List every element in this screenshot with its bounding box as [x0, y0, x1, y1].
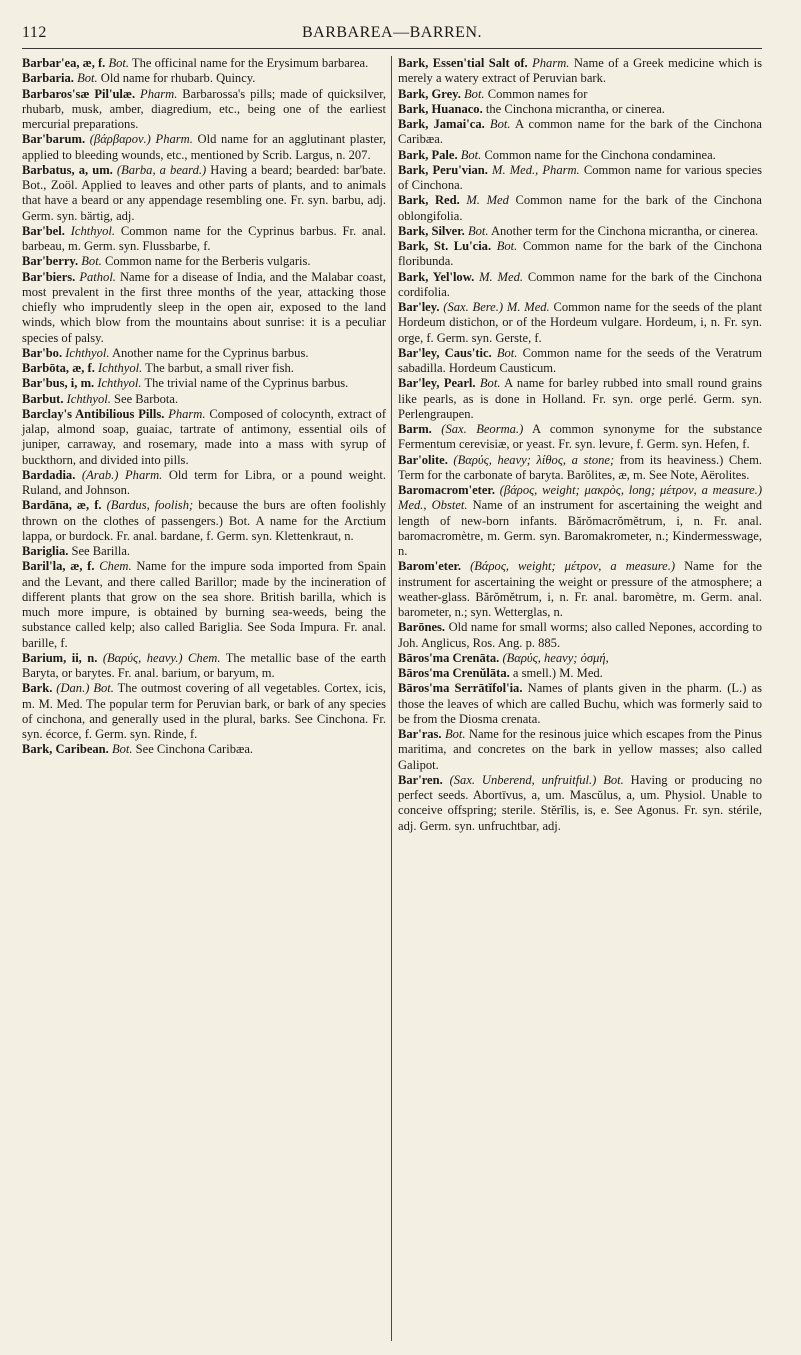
entry-headword: Bar'ley, Pearl.: [398, 376, 476, 391]
dictionary-entry: [398, 148, 762, 163]
entry-headword: Barium, ii, n.: [22, 650, 98, 665]
entry-headword: Bardadia.: [22, 467, 76, 482]
dictionary-entry: [398, 270, 762, 301]
entry-label: (Barba, a beard.): [116, 162, 207, 177]
entry-headword: Bar'ley, Caus'tic.: [398, 345, 492, 360]
dictionary-entry: [22, 376, 386, 391]
entry-headword: Bark, Grey.: [398, 86, 461, 101]
entry-label: Pharm.: [168, 406, 206, 421]
entry-label: Ichthyol.: [97, 361, 143, 375]
entry-headword: Bark, Caribean.: [22, 742, 109, 757]
dictionary-entry: [22, 742, 386, 757]
entry-definition: Common name for the bark of the Cinchona floribunda.: [398, 239, 762, 269]
entry-headword: Bar'ley.: [398, 300, 440, 314]
entry-definition: Another term for the Cinchona micrantha, or cinerea.: [490, 223, 759, 238]
entry-label: (Βαρύς, heavy; ὀσμή,: [502, 650, 609, 665]
entry-label: Chem.: [99, 559, 132, 574]
entry-label: Ichthyol.: [97, 376, 142, 391]
entry-label: Pathol.: [79, 269, 116, 284]
entry-definition: Another name for the Cyprinus barbus.: [111, 345, 309, 360]
entry-headword: Bark, Pale.: [398, 147, 458, 162]
entry-definition: Common name for the Berberis vulgaris.: [104, 254, 311, 269]
entry-definition: A common name for the bark of the Cinchona Caribæa.: [398, 117, 762, 147]
dictionary-entry: [398, 681, 762, 727]
entry-definition: because the burs are often foolishly thrown on the clothes of passengers.) Bot. A name for the Arctium lappa, or burdock. Fr. anal. bardane, f. Germ. syn. Klettenkraut, n.: [22, 498, 387, 543]
dictionary-entry: [398, 300, 762, 346]
entry-headword: Barm.: [398, 422, 432, 436]
entry-headword: Bark, St. Lu'cia.: [398, 239, 492, 253]
entry-definition: Name of a Greek medicine which is merely a watery extract of Peruvian bark.: [398, 56, 762, 86]
entry-headword: Bark, Jamai'ca.: [398, 117, 485, 131]
entry-definition: The officinal name for the Erysimum barbarea.: [131, 56, 369, 70]
entry-definition: Having a beard; bearded: bar'bate. Bot., Zoöl. Applied to leaves and other parts of plants, and to animals that have a beard or any appendage resembling one. Fr. syn. barbu, adj. Germ. syn. bärtig, adj.: [22, 162, 386, 223]
dictionary-entry: [398, 163, 762, 194]
dictionary-entry: [398, 773, 762, 834]
entry-label: (βάρβαρον.) Pharm.: [89, 132, 193, 147]
entry-definition: Common name for the Cyprinus barbus. Fr. anal. barbeau, m. Germ. syn. Flussbarbe, f.: [22, 223, 387, 253]
entry-label: Bot.: [467, 223, 489, 238]
dictionary-columns: [22, 56, 762, 1346]
dictionary-entry: [398, 559, 762, 620]
entry-headword: Bar'bel.: [22, 223, 65, 238]
column-divider: [391, 56, 392, 1341]
entry-label: Bot.: [77, 71, 98, 86]
dictionary-entry: [22, 361, 386, 376]
entry-label: M. Med: [466, 193, 509, 208]
dictionary-entry: [398, 422, 762, 453]
entry-label: Bot.: [489, 117, 511, 131]
dictionary-entry: [398, 56, 762, 87]
dictionary-entry: [22, 71, 386, 86]
dictionary-entry: [22, 346, 386, 361]
dictionary-entry: [22, 392, 386, 407]
entry-headword: Bar'olite.: [398, 452, 448, 467]
dictionary-entry: [22, 651, 386, 682]
entry-definition: Common name for the seeds of the Veratrum sabadilla. Hordeum Causticum.: [398, 345, 762, 375]
entry-label: (βάρος, weight; μακρὸς, long; μέτρον, a measure.) Med., Obstet.: [398, 483, 762, 513]
dictionary-entry: [398, 117, 762, 148]
entry-label: (Dan.) Bot.: [56, 681, 114, 696]
dictionary-entry: [398, 651, 762, 666]
dictionary-entry: [22, 132, 386, 163]
dictionary-entry: [398, 727, 762, 773]
entry-headword: Bar'berry.: [22, 254, 79, 269]
dictionary-entry: [398, 376, 762, 422]
dictionary-entry: [398, 666, 762, 681]
entry-headword: Bāros'ma Serrātĭfol'ia.: [398, 681, 523, 696]
entry-definition: Name for the instrument for ascertaining the weight or pressure of the atmosphere; a weather-glass. Bărŏmĕtrum, i, n. Fr. anal. baromètre, m. Germ. anal. barometer, n.; syn. Wetterglas, n.: [398, 559, 762, 619]
dictionary-entry: [398, 620, 762, 651]
dictionary-entry: [398, 102, 762, 117]
right-column: [398, 56, 762, 834]
entry-label: Bot.: [444, 727, 466, 741]
entry-label: Bot.: [464, 86, 485, 101]
entry-headword: Barōnes.: [398, 620, 446, 635]
header-rule: [22, 48, 762, 49]
entry-headword: Bark, Essen'tial Salt of.: [398, 56, 528, 70]
entry-label: Bot.: [460, 147, 482, 162]
entry-definition: Old term for Libra, or a pound weight. Ruland, and Johnson.: [22, 467, 387, 497]
entry-headword: Barom'eter.: [398, 559, 462, 574]
entry-definition: A name for barley rubbed into small round grains like pearls, as is done in Holland. Fr. syn. orge perlé. Germ. syn. Perlengraupen.: [398, 376, 762, 421]
entry-headword: Bar'ren.: [398, 772, 443, 787]
entry-label: (Βαρύς, heavy; λίθος, a stone;: [453, 452, 615, 467]
entry-headword: Bark, Yel'low.: [398, 269, 475, 284]
entry-definition: Having or producing no perfect seeds. Abortīvus, a, um. Mascŭlus, a, um. Physiol. Unable to conceive offspring; sterile. Stĕrĭlis, is, e. See Agonus. Fr. syn. stérile, adj. Germ. syn. unfruchtbar, adj.: [398, 772, 763, 833]
entry-headword: Barbaros'sæ Pil'ulæ.: [22, 86, 136, 101]
entry-label: (Arab.) Pharm.: [81, 467, 163, 482]
dictionary-entry: [398, 224, 762, 239]
entry-definition: Name for a disease of India, and the Malabar coast, most prevalent in the first three months of the year, attacking those chiefly who imprudently sleep in the open air, exposed to the land winds, which blow from the mountains about sunrise: it is a peculiar species of palsy.: [22, 269, 386, 345]
page-header: [22, 24, 762, 48]
entry-headword: Bark, Red.: [398, 193, 460, 208]
entry-headword: Bark, Peru'vian.: [398, 162, 488, 177]
entry-label: Ichthyol.: [65, 345, 110, 360]
entry-definition: Common name for the bark of the Cinchona oblongifolia.: [398, 193, 762, 223]
entry-label: Bot.: [108, 56, 129, 70]
entry-definition: Old name for an agglutinant plaster, applied to bleeding wounds, etc., mentioned by Scrib. Largus, n. 207.: [22, 132, 387, 162]
entry-headword: Baril'la, æ, f.: [22, 559, 95, 574]
entry-definition: Composed of colocynth, extract of jalap, almond soap, guaiac, tartrate of antimony, essential oils of juniper, carraway, and rosemary, made into a mass with syrup of buckthorn, and divided into pills.: [22, 406, 387, 467]
entry-headword: Bar'bus, i, m.: [22, 376, 95, 391]
entry-definition: a smell.) M. Med.: [512, 666, 603, 680]
entry-definition: Old name for rhubarb. Quincy.: [100, 71, 256, 86]
entry-definition: Old name for small worms; also called Nepones, according to Joh. Anglicus, Ros. Ang. p. 885.: [398, 620, 762, 650]
entry-headword: Bar'biers.: [22, 269, 76, 284]
entry-definition: Common name for the Cinchona condaminea.: [484, 147, 716, 162]
entry-definition: Names of plants given in the pharm. (L.) as those the leaves of which are called Buchu, which was formerly said to be from the Diosma crenata.: [398, 681, 762, 726]
entry-headword: Barbar'ea, æ, f.: [22, 56, 106, 70]
entry-headword: Barclay's Antibilious Pills.: [22, 406, 165, 421]
entry-definition: Name of an instrument for ascertaining the weight and length of new-born infants. Bărŏmacrŏmĕtrum, i, n. Fr. anal. baromacromètre, m. Germ. syn. Baromakrometer, n.; Kindermesswage, n.: [398, 498, 762, 558]
entry-headword: Barbut.: [22, 391, 64, 406]
entry-headword: Bark.: [22, 681, 53, 696]
entry-headword: Bar'bo.: [22, 345, 63, 360]
entry-definition: See Barbota.: [114, 391, 179, 406]
entry-definition: The barbut, a small river fish.: [145, 361, 294, 375]
entry-headword: Barbōta, æ, f.: [22, 361, 95, 375]
dictionary-entry: [22, 254, 386, 269]
dictionary-entry: [22, 163, 386, 224]
dictionary-entry: [22, 544, 386, 559]
entry-headword: Bar'ras.: [398, 727, 442, 741]
dictionary-entry: [398, 483, 762, 559]
entry-definition: The outmost covering of all vegetables. Cortex, icis, m. M. Med. The popular term for Peruvian bark, or bark of any species of cinchona, and generally used in the plural, barks. See Cinchona. Fr. syn. écorce, f. Germ. syn. Rinde, f.: [22, 681, 386, 741]
entry-headword: Barbatus, a, um.: [22, 162, 113, 177]
page-number: 112: [22, 24, 47, 41]
dictionary-entry: [22, 407, 386, 468]
entry-label: Pharm.: [140, 86, 178, 101]
entry-headword: Bariglia.: [22, 544, 69, 558]
entry-definition: A common synonyme for the substance Fermentum cerevisiæ, or yeast. Fr. syn. levure, f. Germ. syn. Hefen, f.: [398, 422, 763, 452]
entry-label: (Βαρύς, heavy.) Chem.: [102, 650, 221, 665]
entry-definition: the Cinchona micrantha, or cinerea.: [485, 101, 665, 116]
dictionary-entry: [22, 468, 386, 499]
dictionary-entry: [398, 239, 762, 270]
entry-label: M. Med., Pharm.: [492, 162, 580, 177]
dictionary-entry: [398, 87, 762, 102]
entry-headword: Bar'barum.: [22, 132, 86, 147]
entry-definition: Barbarossa's pills; made of quicksilver, rhubarb, musk, amber, diagredium, etc., being one of the earliest mercurial preparations.: [22, 86, 387, 131]
entry-definition: The metallic base of the earth Baryta, or barytes. Fr. anal. barium, or baryum, m.: [22, 650, 387, 680]
entry-label: (Βάρος, weight; μέτρον, a measure.): [470, 559, 676, 574]
dictionary-entry: [22, 270, 386, 346]
entry-label: Bot.: [479, 376, 501, 391]
dictionary-entry: [22, 681, 386, 742]
entry-definition: The trivial name of the Cyprinus barbus.: [144, 376, 349, 391]
entry-headword: Bāros'ma Crenāta.: [398, 650, 500, 665]
entry-definition: Common name for various species of Cinchona.: [398, 162, 762, 192]
entry-label: Bot.: [111, 742, 133, 757]
entry-definition: Common name for the seeds of the plant Hordeum distichon, or of the Hordeum vulgare. Hordeum, i, n. Fr. syn. orge, f. Germ. syn. Gerste, f.: [398, 300, 762, 345]
entry-headword: Bark, Silver.: [398, 223, 465, 238]
entry-label: (Sax. Beorma.): [441, 422, 524, 436]
entry-headword: Baromacrom'eter.: [398, 483, 495, 497]
entry-definition: from its heaviness.) Chem. Term for the carbonate of baryta. Barŏlites, æ, m. See Note, Aërolites.: [398, 452, 763, 482]
dictionary-entry: [398, 453, 762, 484]
entry-headword: Bark, Huanaco.: [398, 101, 483, 116]
entry-label: Pharm.: [532, 56, 570, 70]
entry-headword: Bardāna, æ, f.: [22, 498, 102, 513]
entry-headword: Barbaria.: [22, 71, 74, 86]
entry-headword: Bāros'ma Crenŭlāta.: [398, 666, 510, 680]
entry-definition: Name for the resinous juice which escapes from the Pinus maritima, and concretes on the bark in yellow masses; also called Galipot.: [398, 727, 763, 772]
entry-definition: Common name for the bark of the Cinchona cordifolia.: [398, 269, 762, 299]
running-head: BARBAREA—BARREN.: [301, 24, 483, 41]
left-column: [22, 56, 386, 758]
entry-label: (Sax. Bere.) M. Med.: [443, 300, 550, 314]
entry-definition: See Barilla.: [71, 544, 131, 558]
entry-label: Ichthyol.: [70, 223, 115, 238]
entry-label: (Sax. Unberend, unfruitful.) Bot.: [449, 772, 624, 787]
entry-definition: Name for the impure soda imported from Spain and the Levant, and there called Barillor; made by the incineration of different plants that grow on the sea shore. British barilla, which is much more impure, is obtained by burning sea-weeds, being the substance called kelp; also called Bariglia. See Soda Impura. Fr. anal. barille, f.: [22, 559, 387, 650]
entry-label: M. Med.: [479, 269, 523, 284]
entry-label: (Bardus, foolish;: [106, 498, 194, 513]
dictionary-entry: [398, 193, 762, 224]
dictionary-entry: [22, 56, 386, 71]
entry-label: Bot.: [81, 254, 102, 269]
entry-label: Ichthyol.: [66, 391, 111, 406]
dictionary-entry: [398, 346, 762, 377]
entry-definition: Common names for: [487, 86, 588, 101]
dictionary-entry: [22, 87, 386, 133]
dictionary-entry: [22, 498, 386, 544]
entry-label: Bot.: [496, 345, 518, 360]
entry-label: Bot.: [496, 239, 518, 253]
dictionary-entry: [22, 224, 386, 255]
entry-definition: See Cinchona Caribæa.: [135, 742, 254, 757]
dictionary-entry: [22, 559, 386, 651]
